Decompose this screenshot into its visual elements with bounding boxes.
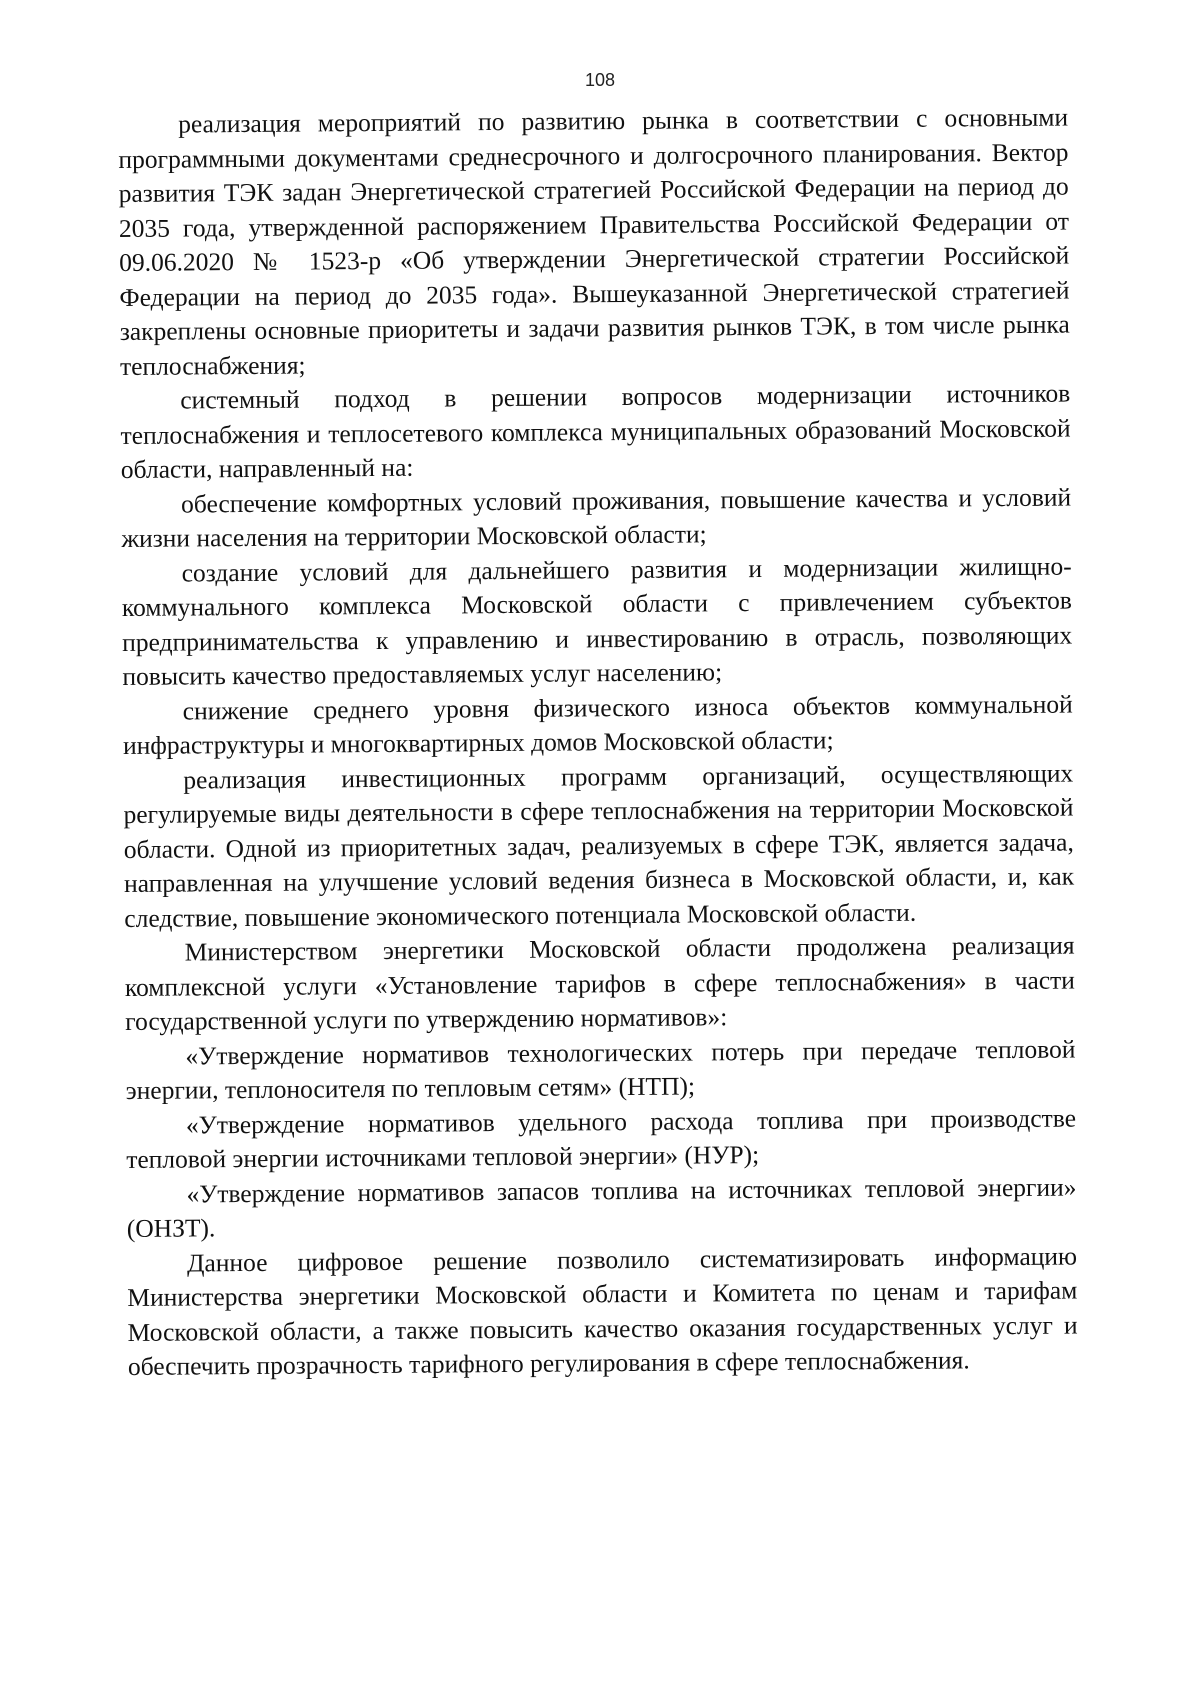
paragraph-investment-programs: реализация инвестиционных программ организаций, осуществляющих регулируемые виды деятельности в сфере теплоснабжения на территории Московской области. Одной из приоритетных задач, реализуемых в сфере ТЭК, является задача, направленная на улучшение условий ведения бизнеса в Московской области, и, как следствие, повышение экономического потенциала Московской области.: [123, 758, 1075, 933]
paragraph-wear-reduction: снижение среднего уровня физического износа объектов коммунальной инфраструктуры и многоквартирных домов Московской области;: [122, 689, 1073, 760]
paragraph-comfortable-living: обеспечение комфортных условий проживания, повышение качества и условий жизни населения на территории Московской области;: [121, 482, 1072, 553]
paragraph-housing-conditions: создание условий для дальнейшего развития и модернизации жилищно-коммунального комплекса Московской области с привлечением субъектов предпринимательства к управлению и инвестированию в отрасль, позволяющих повысить качество предоставляемых услуг населению;: [121, 551, 1073, 691]
paragraph-onzt-norms: «Утверждение нормативов запасов топлива на источниках тепловой энергии» (ОНЗТ).: [126, 1172, 1077, 1243]
paragraph-ministry-service: Министерством энергетики Московской области продолжена реализация комплексной услуги «Установление тарифов в сфере теплоснабжения» в части государственной услуги по утверждению нормативов»:: [124, 930, 1075, 1036]
paragraph-ntp-norms: «Утверждение нормативов технологических потерь при передаче тепловой энергии, теплоносителя по тепловым сетям» (НТП);: [125, 1034, 1076, 1105]
paragraph-nur-norms: «Утверждение нормативов удельного расхода топлива при производстве тепловой энергии источниками тепловой энергии» (НУР);: [126, 1103, 1077, 1174]
page-number: 108: [584, 70, 616, 90]
paragraph-market-development: реализация мероприятий по развитию рынка в соответствии с основными программными документами среднесрочного и долгосрочного планирования. Вектор развития ТЭК задан Энергетической стратегией Российской Федерации на период до 2035 года, утвержденной распоряжением Правительства Российской Федерации от 09.06.2020 № 1523-р «Об утверждении Энергетической стратегии Российской Федерации на период до 2035 года». Вышеуказанной Энергетической стратегией закреплены основные приоритеты и задачи развития рынков ТЭК, в том числе рынка теплоснабжения;: [118, 102, 1070, 381]
document-body: [118, 101, 1078, 1385]
paragraph-digital-solution: Данное цифровое решение позволило систематизировать информацию Министерства энергетики Московской области и Комитета по ценам и тарифам Московской области, а также повысить качество оказания государственных услуг и обеспечить прозрачность тарифного регулирования в сфере теплоснабжения.: [127, 1241, 1078, 1381]
paragraph-systemic-approach: системный подход в решении вопросов модернизации источников теплоснабжения и теплосетевого комплекса муниципальных образований Московской области, направленный на:: [120, 378, 1071, 484]
